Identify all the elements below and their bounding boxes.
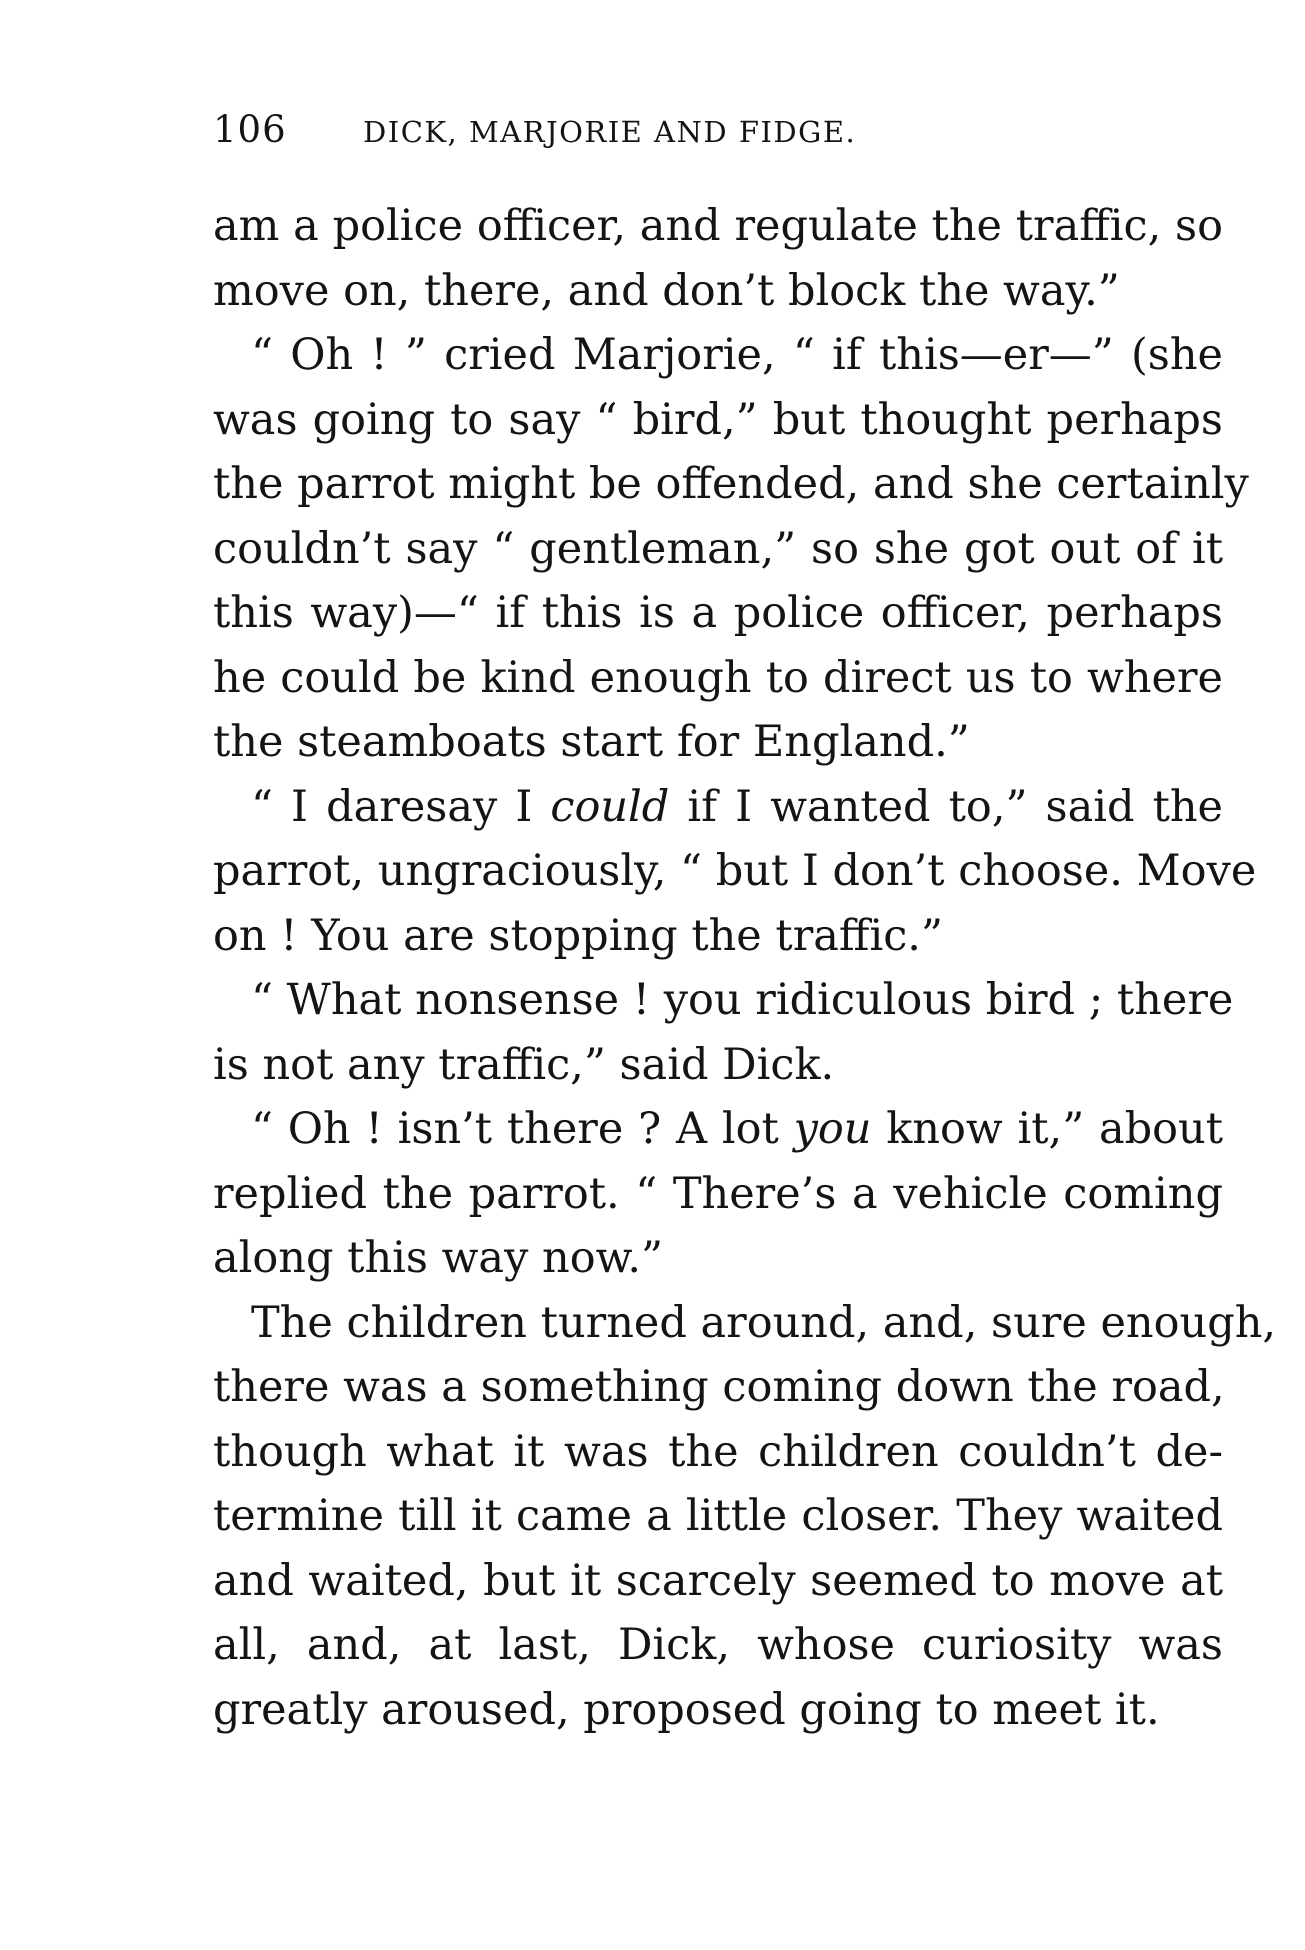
text-line [213, 1097, 1223, 1162]
text-segment: know it,” about [871, 1104, 1223, 1154]
page-number: 106 [213, 108, 287, 151]
text-line: along this way now.” [213, 1233, 663, 1283]
text-line: he could be kind enough to direct us to where [213, 652, 1223, 703]
text-segment: “ I daresay I [251, 781, 551, 832]
text-line: the parrot might be offended, and she certainly [213, 459, 1249, 509]
text-line: greatly aroused, proposed going to meet it. [213, 1684, 1160, 1735]
text-line: all, and, at last, Dick, whose curiosity was [213, 1620, 1223, 1670]
text-segment: “ Oh ! isn’t there ? A lot [251, 1104, 794, 1154]
text-line: move on, there, and don’t block the way.” [213, 265, 1120, 316]
text-line: and waited, but it scarcely seemed to move at [213, 1555, 1223, 1606]
text-line: am a police officer, and regulate the traffic, so [213, 201, 1223, 251]
italic-word: could [550, 781, 670, 832]
text-line: couldn’t say “ gentleman,” so she got out of it [213, 523, 1223, 574]
page-header [213, 108, 1223, 168]
text-line: the steamboats start for England.” [213, 717, 970, 767]
text-line: parrot, ungraciously, “ but I don’t choose. Move [213, 846, 1257, 896]
text-line: is not any traffic,” said Dick. [213, 1039, 835, 1090]
text-line: replied the parrot. “ There’s a vehicle coming [213, 1168, 1223, 1219]
text-line: there was a something coming down the road, [213, 1362, 1225, 1412]
text-line: “ Oh ! ” cried Marjorie, “ if this—er—” (she [251, 330, 1223, 380]
text-line: on ! You are stopping the traffic.” [213, 910, 943, 961]
text-line: this way)—“ if this is a police officer, perhaps [213, 588, 1223, 638]
body-text [213, 194, 1277, 1742]
italic-word: you [793, 1104, 872, 1154]
text-line: was going to say “ bird,” but thought perhaps [213, 394, 1223, 445]
text-line: though what it was the children couldn’t de- [213, 1426, 1223, 1477]
running-head: DICK, MARJORIE AND FIDGE. [363, 115, 857, 149]
text-line: termine till it came a little closer. They waited [213, 1491, 1223, 1541]
text-line [213, 775, 1223, 840]
text-segment: if I wanted to,” said the [669, 781, 1223, 832]
text-line: The children turned around, and, sure enough, [251, 1297, 1277, 1348]
text-line: “ What nonsense ! you ridiculous bird ; there [251, 975, 1234, 1025]
book-page [213, 108, 1277, 1742]
